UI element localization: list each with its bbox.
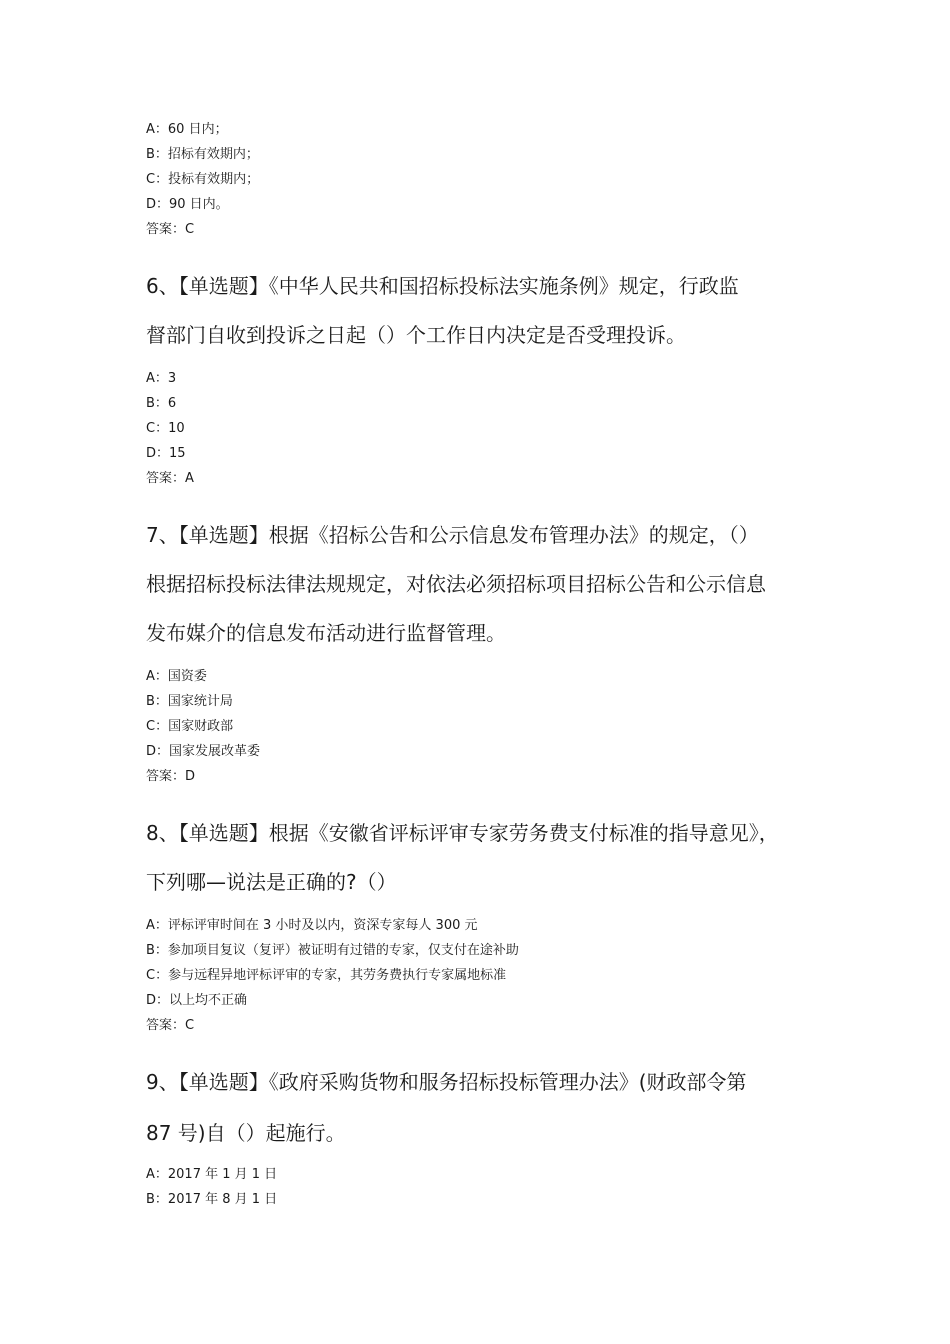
option-a: A：2017 年 1 月 1 日 <box>146 1167 278 1182</box>
answer: 答案：C <box>146 1018 195 1033</box>
question-text: 根据招标投标法律法规规定，对依法必须招标项目招标公告和公示信息 <box>146 572 766 596</box>
option-d: D：国家发展改革委 <box>146 744 261 759</box>
option-a: A：3 <box>146 371 177 386</box>
option-b: B：招标有效期内； <box>146 147 259 162</box>
question-text: 督部门自收到投诉之日起（）个工作日内决定是否受理投诉。 <box>146 323 686 347</box>
option-a: A：评标评审时间在 3 小时及以内，资深专家每人 300 元 <box>146 918 478 933</box>
question-text: 发布媒介的信息发布活动进行监督管理。 <box>146 621 506 645</box>
option-a: A：国资委 <box>146 669 207 684</box>
option-b: B：参加项目复议（复评）被证明有过错的专家，仅支付在途补助 <box>146 943 519 958</box>
option-b: B：2017 年 8 月 1 日 <box>146 1192 278 1207</box>
option-d: D：以上均不正确 <box>146 993 248 1008</box>
option-d: D：15 <box>146 446 186 461</box>
option-a: A：60 日内； <box>146 122 228 137</box>
answer: 答案：A <box>146 471 194 486</box>
option-b: B：国家统计局 <box>146 694 233 709</box>
question-text: 7、【单选题】根据《招标公告和公示信息发布管理办法》的规定，（） <box>146 523 759 547</box>
option-c: C：投标有效期内； <box>146 172 260 187</box>
question-text: 9、【单选题】《政府采购货物和服务招标投标管理办法》(财政部令第 <box>146 1070 747 1094</box>
question-text: 6、【单选题】《中华人民共和国招标投标法实施条例》规定，行政监 <box>146 274 739 298</box>
answer: 答案：D <box>146 769 196 784</box>
answer: 答案：C <box>146 222 195 237</box>
option-c: C：国家财政部 <box>146 719 234 734</box>
question-text: 下列哪—说法是正确的?（） <box>146 870 397 894</box>
option-c: C：参与远程异地评标评审的专家，其劳务费执行专家属地标准 <box>146 968 507 983</box>
option-b: B：6 <box>146 396 177 411</box>
option-d: D：90 日内。 <box>146 197 229 212</box>
question-text: 8、【单选题】根据《安徽省评标评审专家劳务费支付标准的指导意见》， <box>146 821 779 845</box>
option-c: C：10 <box>146 421 185 436</box>
question-text: 87 号)自（）起施行。 <box>146 1121 346 1145</box>
